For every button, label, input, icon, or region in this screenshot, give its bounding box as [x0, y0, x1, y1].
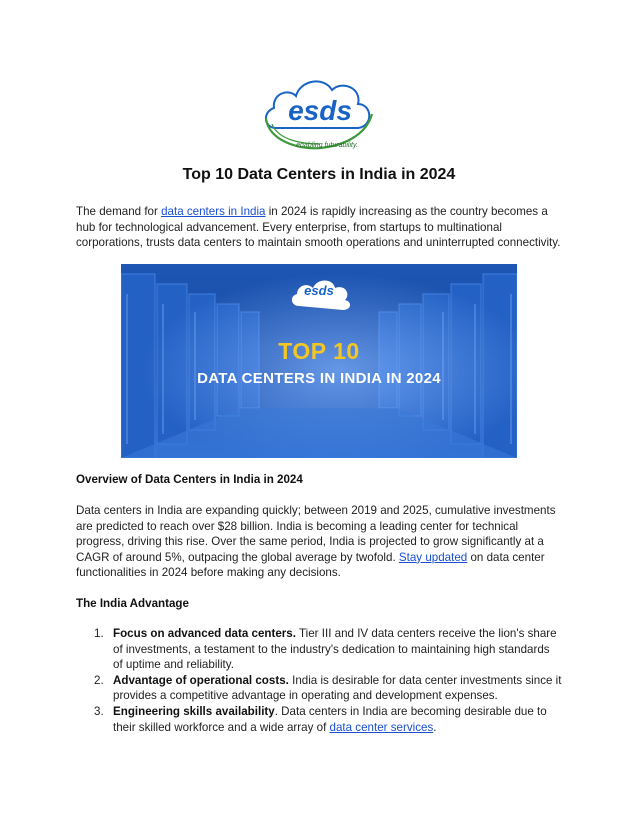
- list-item-number: 1.: [94, 627, 104, 640]
- data-center-services-link[interactable]: data center services: [329, 720, 434, 734]
- banner-headline-subtitle: DATA CENTERS IN INDIA IN 2024: [197, 370, 441, 387]
- intro-paragraph: [76, 204, 562, 251]
- banner-logo-text: esds: [304, 283, 334, 298]
- page-title: Top 10 Data Centers in India in 2024: [182, 166, 456, 183]
- banner-headline-top10: TOP 10: [278, 338, 360, 364]
- overview-text-before: Data centers in India are expanding quickly; between 2019 and 2025, cumulative investments are predicted to reach over $28 billion. India is becoming a leading center for technical progress, driving this rise. Over the same period, India is projected to grow significantly at a CAGR of around 5%, outpacing the global average by twofold.: [76, 504, 556, 564]
- list-item-text: Tier III and IV data centers receive the lion's share of investments, a testament to the industry's dedication to maintaining high standards of uptime and reliability.: [113, 627, 557, 672]
- list-item-bold: Focus on advanced data centers.: [113, 627, 296, 640]
- banner-logo-tagline: enabling futurability.: [301, 300, 337, 305]
- list-item: [76, 626, 562, 673]
- list-item-text: India is desirable for data center investments since it provides a competitive advantage in operating and development expenses.: [113, 673, 562, 703]
- list-item-number: 2.: [94, 673, 104, 687]
- overview-paragraph: [76, 503, 562, 581]
- advantage-list: [76, 626, 562, 735]
- logo-brand-text: esds: [288, 95, 352, 126]
- logo-tagline: enabling futurability.: [296, 142, 358, 149]
- intro-text-after: in 2024 is rapidly increasing as the country becomes a hub for technological advancement. Every enterprise, from startups to multinational corporations, trusts data centers to maintain smooth operations and uninterrupted connectivity.: [76, 205, 561, 250]
- list-item-number: 3.: [94, 704, 104, 718]
- intro-text-before: The demand for: [76, 205, 162, 218]
- list-item: [76, 704, 562, 735]
- overview-heading: Overview of Data Centers in India in 2024: [76, 473, 303, 486]
- india-advantage-heading: The India Advantage: [76, 597, 189, 610]
- list-item: [76, 673, 562, 704]
- data-centers-india-link[interactable]: data centers in India: [161, 205, 266, 218]
- list-item-bold: Engineering skills availability: [113, 704, 275, 718]
- list-item-tail: .: [433, 720, 437, 734]
- list-item-text: . Data centers in India are becoming desirable due to their skilled workforce and a wide array of: [113, 704, 547, 734]
- overview-text-after: on data center functionalities in 2024 before making any decisions.: [76, 550, 545, 580]
- list-item-bold: Advantage of operational costs.: [113, 673, 289, 687]
- stay-updated-link[interactable]: Stay updated: [398, 550, 468, 564]
